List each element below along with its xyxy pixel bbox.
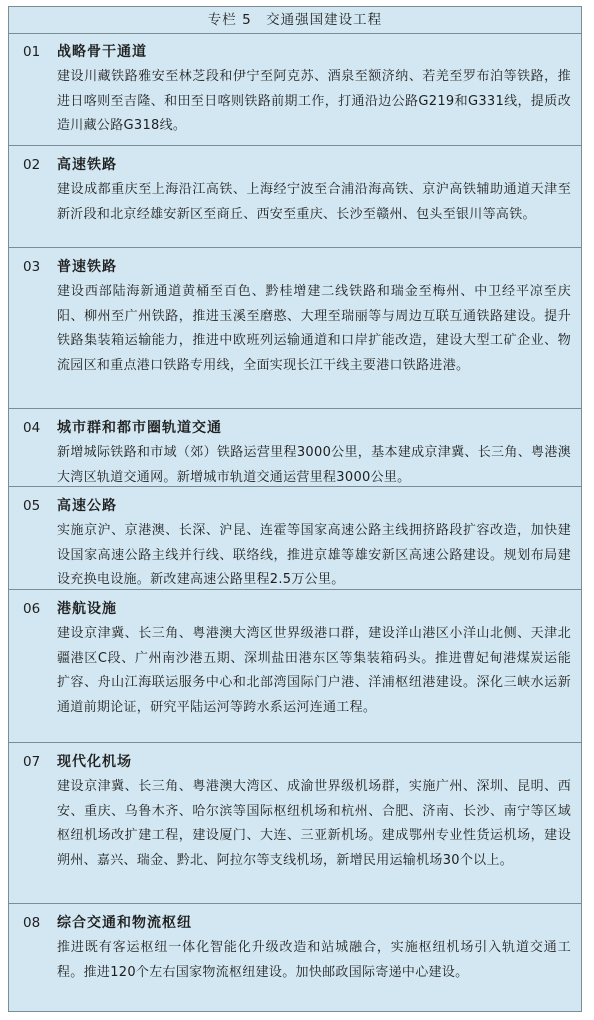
section-heading: 城市群和都市圈轨道交通 xyxy=(57,420,222,436)
section-text: 建设成都重庆至上海沿江高铁、上海经宁波至合浦沿海高铁、京沪高铁辅助通道天津至新沂段和北京经雄安新区至商丘、西安至重庆、长沙至赣州、包头至银川等高铁。 xyxy=(57,182,571,222)
section-01 xyxy=(9,34,581,146)
section-number: 01 xyxy=(23,44,41,60)
section-02 xyxy=(9,147,581,248)
section-06 xyxy=(9,591,581,743)
section-heading: 综合交通和物流枢纽 xyxy=(57,915,192,931)
section-03 xyxy=(9,249,581,409)
section-text: 建设西部陆海新通道黄桶至百色、黔桂增建二线铁路和瑞金至梅州、中卫经平凉至庆阳、柳州至广州铁路，推进玉溪至磨憨、大理至瑞丽等与周边互联互通铁路建设。提升铁路集装箱运输能力，推进中欧班列运输通道和口岸扩能改造，建设大型工矿企业、物流园区和重点港口铁路专用线，全面实现长江干线主要港口铁路进港。 xyxy=(57,284,571,373)
section-heading: 现代化机场 xyxy=(57,754,132,770)
section-heading: 战略骨干通道 xyxy=(57,44,147,60)
section-04 xyxy=(9,410,581,487)
section-heading: 港航设施 xyxy=(57,601,117,617)
column-title: 专栏 5 交通强国建设工程 xyxy=(9,7,581,34)
section-text: 推进既有客运枢纽一体化智能化升级改造和站城融合，实施枢纽机场引入轨道交通工程。推进120个左右国家物流枢纽建设。加快邮政国际寄递中心建设。 xyxy=(57,940,571,980)
section-heading: 高速公路 xyxy=(57,498,117,514)
section-08 xyxy=(9,905,581,1011)
section-text: 建设京津冀、长三角、粤港澳大湾区世界级港口群，建设洋山港区小洋山北侧、天津北疆港区C段、广州南沙港五期、深圳盐田港东区等集装箱码头。推进曹妃甸港煤炭运能扩容、舟山江海联运服务中心和北部湾国际门户港、洋浦枢纽港建设。深化三峡水运新通道前期论证，研究平陆运河等跨水系运河连通工程。 xyxy=(57,626,571,715)
section-text: 建设京津冀、长三角、粤港澳大湾区、成渝世界级机场群，实施广州、深圳、昆明、西安、重庆、乌鲁木齐、哈尔滨等国际枢纽机场和杭州、合肥、济南、长沙、南宁等区域枢纽机场改扩建工程，建设厦门、大连、三亚新机场。建成鄂州专业性货运机场，建设朔州、嘉兴、瑞金、黔北、阿拉尔等支线机场，新增民用运输机场30个以上。 xyxy=(57,779,571,868)
section-07 xyxy=(9,744,581,904)
section-number: 05 xyxy=(23,498,41,514)
column-panel xyxy=(8,6,582,1012)
section-number: 06 xyxy=(23,601,41,617)
section-05 xyxy=(9,488,581,590)
section-heading: 高速铁路 xyxy=(57,157,117,173)
section-number: 04 xyxy=(23,420,41,436)
section-text: 新增城际铁路和市域（郊）铁路运营里程3000公里，基本建成京津冀、长三角、粤港澳大湾区轨道交通网。新增城市轨道交通运营里程3000公里。 xyxy=(57,445,571,485)
section-number: 03 xyxy=(23,259,41,275)
section-text: 实施京沪、京港澳、长深、沪昆、连霍等国家高速公路主线拥挤路段扩容改造，加快建设国家高速公路主线并行线、联络线，推进京雄等雄安新区高速公路建设。规划布局建设充换电设施。新改建高速公路里程2.5万公里。 xyxy=(57,523,571,587)
section-number: 08 xyxy=(23,915,41,931)
section-heading: 普速铁路 xyxy=(57,259,117,275)
section-number: 07 xyxy=(23,754,41,770)
section-number: 02 xyxy=(23,157,41,173)
section-text: 建设川藏铁路雅安至林芝段和伊宁至阿克苏、酒泉至额济纳、若羌至罗布泊等铁路，推进日喀则至吉隆、和田至日喀则铁路前期工作，打通沿边公路G219和G331线，提质改造川藏公路G318线。 xyxy=(57,69,571,133)
